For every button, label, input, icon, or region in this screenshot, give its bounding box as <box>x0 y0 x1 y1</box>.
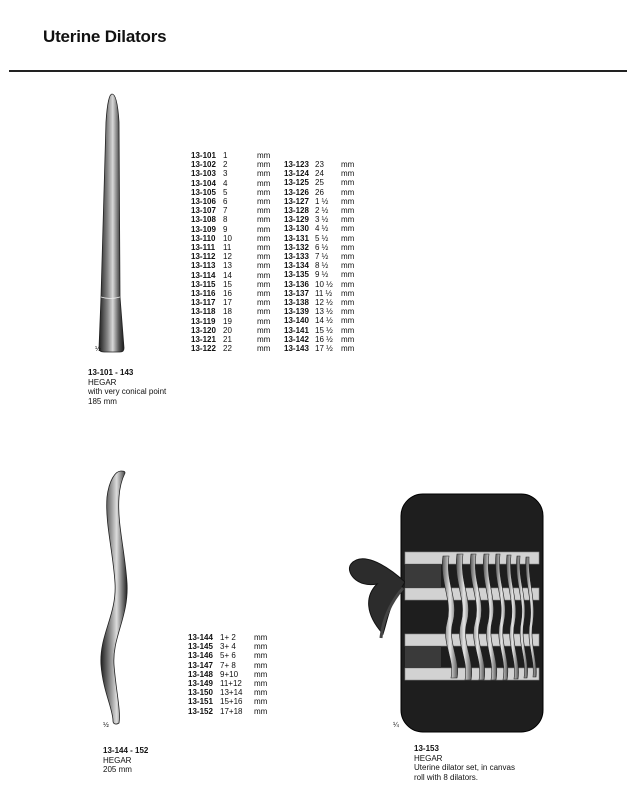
item-unit: mm <box>341 261 355 271</box>
item-size: 18 <box>223 307 232 317</box>
table-row <box>188 651 267 660</box>
table-row <box>284 169 354 178</box>
table-row <box>191 197 270 206</box>
table-row <box>191 326 270 335</box>
item-code: 13-147 <box>188 660 213 670</box>
table-row <box>191 234 270 243</box>
table-row <box>188 688 267 697</box>
size-table-double <box>188 633 267 716</box>
table-row <box>284 252 354 261</box>
table-row <box>188 633 267 642</box>
table-row <box>188 697 267 706</box>
item-unit: mm <box>257 335 271 345</box>
table-row <box>284 234 354 243</box>
item-unit: mm <box>257 224 271 234</box>
item-unit: mm <box>257 261 271 271</box>
item-code: 13-119 <box>191 316 216 326</box>
item-size: 10 <box>223 233 232 243</box>
item-code: 13-135 <box>284 270 309 280</box>
item-code: 13-124 <box>284 169 309 179</box>
table-row <box>191 261 270 270</box>
item-code: 13-101 <box>191 151 216 160</box>
item-code: 13-144 <box>188 633 213 642</box>
table-row <box>284 280 354 289</box>
table-row <box>188 661 267 670</box>
product-code-range: 13-144 - 152 <box>103 746 149 755</box>
item-size: 4 <box>223 178 228 188</box>
product-caption <box>414 744 515 782</box>
table-row <box>284 326 354 335</box>
item-unit: mm <box>257 178 271 188</box>
page-title: Uterine Dilators <box>43 27 167 46</box>
table-row <box>191 160 270 169</box>
item-size: 24 <box>315 169 324 179</box>
product-caption <box>103 746 148 775</box>
table-row <box>191 344 270 353</box>
item-code: 13-132 <box>284 242 309 252</box>
item-unit: mm <box>341 169 355 179</box>
item-unit: mm <box>254 642 268 652</box>
item-unit: mm <box>341 307 355 317</box>
item-unit: mm <box>257 289 271 299</box>
table-row <box>284 224 354 233</box>
item-size: 25 <box>315 178 324 188</box>
item-size: 17 ½ <box>315 344 333 354</box>
item-code: 13-118 <box>191 307 216 317</box>
item-code: 13-142 <box>284 334 309 344</box>
item-size: 3 <box>223 169 228 179</box>
item-unit: mm <box>341 334 355 344</box>
item-unit: mm <box>257 187 271 197</box>
item-size: 8 ½ <box>315 261 329 271</box>
item-code: 13-139 <box>284 307 309 317</box>
item-unit: mm <box>341 325 355 335</box>
item-size: 2 ½ <box>315 206 329 216</box>
item-size: 16 ½ <box>315 334 333 344</box>
item-code: 13-123 <box>284 160 309 169</box>
item-unit: mm <box>257 233 271 243</box>
table-row <box>284 289 354 298</box>
item-unit: mm <box>254 669 268 679</box>
table-row <box>191 169 270 178</box>
item-unit: mm <box>257 325 271 335</box>
item-code: 13-113 <box>191 261 216 271</box>
item-unit: mm <box>254 706 268 716</box>
item-unit: mm <box>341 298 355 308</box>
item-size: 13 <box>223 261 232 271</box>
item-code: 13-105 <box>191 187 216 197</box>
item-size: 3 ½ <box>315 215 329 225</box>
item-unit: mm <box>257 215 271 225</box>
item-size: 3+ 4 <box>220 642 236 652</box>
table-row <box>191 179 270 188</box>
item-unit: mm <box>257 206 271 216</box>
item-unit: mm <box>341 160 355 169</box>
table-row <box>191 225 270 234</box>
table-row <box>284 316 354 325</box>
item-unit: mm <box>341 178 355 188</box>
title-divider <box>9 70 627 72</box>
item-code: 13-122 <box>191 344 216 354</box>
item-size: 11+12 <box>220 679 242 689</box>
item-code: 13-145 <box>188 642 213 652</box>
table-row <box>191 317 270 326</box>
item-size: 14 ½ <box>315 316 333 326</box>
table-row <box>191 335 270 344</box>
item-size: 6 ½ <box>315 242 329 252</box>
table-row <box>284 270 354 279</box>
table-row <box>191 252 270 261</box>
item-size: 12 ½ <box>315 298 333 308</box>
table-row <box>284 344 354 353</box>
item-unit: mm <box>341 316 355 326</box>
item-code: 13-111 <box>191 243 216 253</box>
item-code: 13-104 <box>191 178 216 188</box>
item-size: 17+18 <box>220 706 243 716</box>
hegar-straight-dilator-image <box>95 92 135 354</box>
item-size: 22 <box>223 344 232 354</box>
item-code: 13-109 <box>191 224 216 234</box>
item-size: 1+ 2 <box>220 633 236 642</box>
item-size: 19 <box>223 316 232 326</box>
item-code: 13-141 <box>284 325 309 335</box>
item-size: 2 <box>223 160 228 170</box>
item-size: 5 ½ <box>315 233 329 243</box>
product-length: 205 mm <box>103 765 132 774</box>
item-code: 13-130 <box>284 224 309 234</box>
item-size: 11 <box>223 243 232 253</box>
table-row <box>191 271 270 280</box>
table-row <box>191 307 270 316</box>
item-code: 13-137 <box>284 288 309 298</box>
item-code: 13-106 <box>191 197 216 207</box>
item-size: 7 ½ <box>315 252 329 262</box>
table-row <box>284 307 354 316</box>
size-table-left <box>191 151 270 353</box>
item-size: 6 <box>223 197 228 207</box>
item-unit: mm <box>257 169 271 179</box>
dilator-set-canvas-roll-image <box>343 492 549 736</box>
item-size: 20 <box>223 325 232 335</box>
item-code: 13-110 <box>191 233 216 243</box>
item-size: 1 ½ <box>315 196 329 206</box>
item-unit: mm <box>254 697 268 707</box>
product-name: HEGAR <box>103 755 132 765</box>
item-size: 5+ 6 <box>220 651 236 661</box>
item-code: 13-121 <box>191 335 216 345</box>
item-size: 9 ½ <box>315 270 329 280</box>
item-unit: mm <box>341 196 355 206</box>
item-code: 13-120 <box>191 325 216 335</box>
item-size: 21 <box>223 335 232 345</box>
item-code: 13-149 <box>188 679 213 689</box>
item-unit: mm <box>341 270 355 280</box>
item-size: 15+16 <box>220 697 243 707</box>
item-unit: mm <box>257 344 271 354</box>
item-unit: mm <box>254 651 268 661</box>
item-code: 13-108 <box>191 215 216 225</box>
item-unit: mm <box>254 688 268 698</box>
item-size: 14 <box>223 270 232 280</box>
item-unit: mm <box>341 344 355 354</box>
table-row <box>191 151 270 160</box>
table-row <box>191 206 270 215</box>
scale-indicator: ½ <box>103 722 109 729</box>
item-code: 13-127 <box>284 196 309 206</box>
item-code: 13-116 <box>191 289 216 299</box>
item-size: 26 <box>315 187 324 197</box>
item-unit: mm <box>341 279 355 289</box>
item-code: 13-143 <box>284 344 309 354</box>
item-code: 13-152 <box>188 706 213 716</box>
item-code: 13-112 <box>191 252 216 262</box>
item-size: 16 <box>223 289 232 299</box>
item-code: 13-129 <box>284 215 309 225</box>
item-unit: mm <box>341 224 355 234</box>
item-code: 13-126 <box>284 187 309 197</box>
item-size: 9 <box>223 224 228 234</box>
item-size: 7+ 8 <box>220 660 236 670</box>
table-row <box>188 670 267 679</box>
item-code: 13-115 <box>191 279 216 289</box>
item-unit: mm <box>254 633 268 642</box>
item-code: 13-128 <box>284 206 309 216</box>
product-description: with very conical point <box>88 387 167 396</box>
item-unit: mm <box>254 660 268 670</box>
item-code: 13-138 <box>284 298 309 308</box>
product-name: HEGAR <box>88 377 117 387</box>
size-table-right <box>284 160 354 353</box>
item-code: 13-140 <box>284 316 309 326</box>
item-size: 13+14 <box>220 688 243 698</box>
item-size: 11 ½ <box>315 288 333 298</box>
item-unit: mm <box>341 252 355 262</box>
item-unit: mm <box>257 160 271 170</box>
item-size: 23 <box>315 160 324 169</box>
hegar-double-dilator-image <box>95 465 145 727</box>
item-size: 17 <box>223 298 232 308</box>
table-row <box>284 197 354 206</box>
item-size: 9+10 <box>220 669 239 679</box>
item-unit: mm <box>257 252 271 262</box>
item-size: 4 ½ <box>315 224 329 234</box>
scale-indicator: ¼ <box>393 722 399 729</box>
item-size: 15 ½ <box>315 325 333 335</box>
item-code: 13-102 <box>191 160 216 170</box>
item-code: 13-136 <box>284 279 309 289</box>
item-unit: mm <box>257 151 271 160</box>
item-code: 13-125 <box>284 178 309 188</box>
item-code: 13-146 <box>188 651 213 661</box>
table-row <box>191 188 270 197</box>
item-size: 8 <box>223 215 228 225</box>
scale-indicator: ½ <box>95 346 101 353</box>
item-unit: mm <box>257 307 271 317</box>
item-unit: mm <box>341 206 355 216</box>
item-unit: mm <box>257 270 271 280</box>
product-code: 13-153 <box>414 744 439 753</box>
table-row <box>284 261 354 270</box>
item-code: 13-151 <box>188 697 213 707</box>
item-code: 13-107 <box>191 206 216 216</box>
item-size: 12 <box>223 252 232 262</box>
item-code: 13-134 <box>284 261 309 271</box>
item-code: 13-114 <box>191 270 216 280</box>
product-length: 185 mm <box>88 396 117 406</box>
item-size: 15 <box>223 279 232 289</box>
table-row <box>191 215 270 224</box>
product-name: HEGAR <box>414 753 443 763</box>
table-row <box>284 215 354 224</box>
item-unit: mm <box>341 233 355 243</box>
item-unit: mm <box>341 288 355 298</box>
item-code: 13-131 <box>284 233 309 243</box>
table-row <box>188 707 267 716</box>
item-unit: mm <box>257 298 271 308</box>
product-code-range: 13-101 - 143 <box>88 368 134 377</box>
item-code: 13-117 <box>191 298 216 308</box>
item-unit: mm <box>341 215 355 225</box>
item-code: 13-103 <box>191 169 216 179</box>
table-row <box>188 642 267 651</box>
item-size: 5 <box>223 187 228 197</box>
item-size: 10 ½ <box>315 279 333 289</box>
table-row <box>284 243 354 252</box>
item-size: 1 <box>223 151 228 160</box>
product-caption <box>88 368 166 406</box>
table-row <box>191 280 270 289</box>
table-row <box>284 206 354 215</box>
item-unit: mm <box>257 243 271 253</box>
item-unit: mm <box>341 242 355 252</box>
table-row <box>191 289 270 298</box>
table-row <box>284 335 354 344</box>
item-unit: mm <box>257 316 271 326</box>
item-unit: mm <box>257 197 271 207</box>
item-size: 7 <box>223 206 228 216</box>
item-unit: mm <box>257 279 271 289</box>
table-row <box>191 243 270 252</box>
item-unit: mm <box>341 187 355 197</box>
item-code: 13-148 <box>188 669 213 679</box>
table-row <box>284 178 354 187</box>
table-row <box>284 188 354 197</box>
item-size: 13 ½ <box>315 307 333 317</box>
table-row <box>284 160 354 169</box>
item-unit: mm <box>254 679 268 689</box>
product-description-2: roll with 8 dilators. <box>414 772 479 782</box>
product-description: Uterine dilator set, in canvas <box>414 763 515 772</box>
item-code: 13-133 <box>284 252 309 262</box>
table-row <box>188 679 267 688</box>
table-row <box>191 298 270 307</box>
item-code: 13-150 <box>188 688 213 698</box>
table-row <box>284 298 354 307</box>
